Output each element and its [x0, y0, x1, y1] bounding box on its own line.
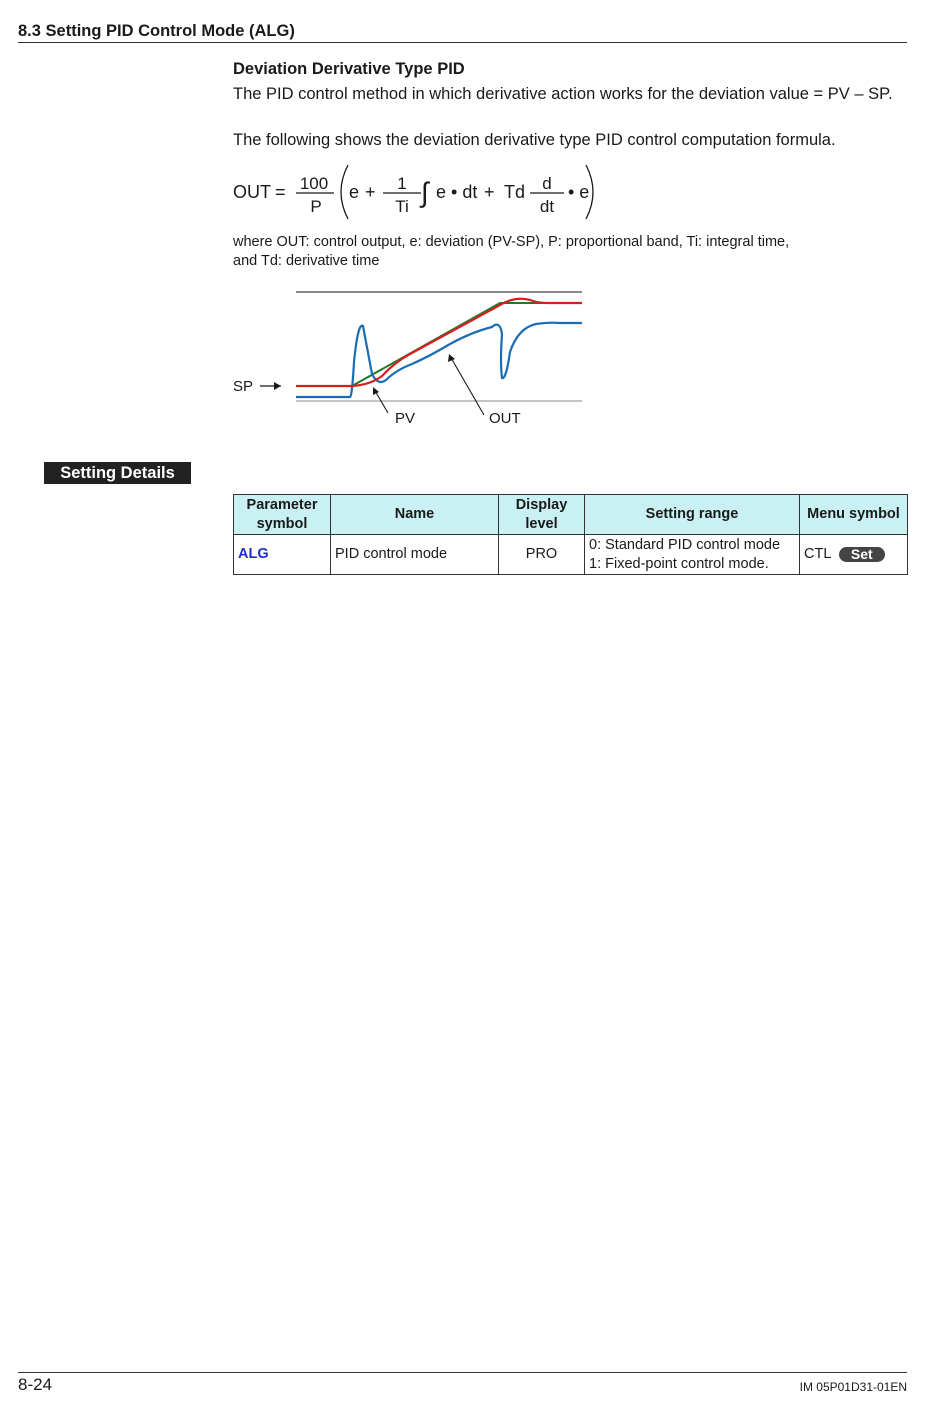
formula-plus-1: +	[365, 182, 376, 202]
page-number: 8-24	[18, 1375, 53, 1394]
setting-range-option-0: 0: Standard PID control mode	[589, 536, 781, 553]
formula-d: d	[542, 174, 552, 193]
formula-e-dt: e • dt	[436, 182, 478, 202]
header-divider	[18, 42, 907, 43]
header-display-line-2: level	[525, 515, 558, 532]
section-title: 8.3 Setting PID Control Mode (ALG)	[18, 22, 295, 40]
formula-one: 1	[397, 174, 407, 193]
header-parameter-line-2: symbol	[256, 515, 308, 532]
menu-symbol-cell	[800, 535, 908, 575]
table-header-row	[234, 495, 908, 535]
header-parameter-symbol	[234, 495, 331, 535]
formula-legend-line-2: and Td: derivative time	[233, 253, 380, 269]
formula-legend	[233, 233, 833, 271]
formula-coef-numerator: 100	[299, 174, 329, 193]
setting-details-badge: Setting Details	[44, 462, 191, 484]
formula-left-paren	[341, 165, 348, 219]
formula-dot-e: • e	[568, 182, 590, 202]
parameter-symbol-cell: ALG	[234, 535, 331, 575]
formula-plus-2: +	[484, 182, 495, 202]
formula-e: e	[349, 182, 360, 202]
pid-formula	[230, 160, 630, 226]
display-level-cell: PRO	[499, 535, 585, 575]
setting-range-option-1: 1: Fixed-point control mode.	[589, 555, 769, 572]
out-arrowhead-icon	[448, 354, 455, 362]
header-menu-symbol: Menu symbol	[800, 495, 908, 535]
header-setting-range: Setting range	[585, 495, 800, 535]
out-pointer	[450, 356, 484, 415]
pid-response-diagram	[230, 282, 590, 432]
subheading: Deviation Derivative Type PID	[233, 60, 465, 78]
formula-dt: dt	[539, 197, 555, 216]
pv-label: PV	[395, 410, 416, 427]
header-display-level	[499, 495, 585, 535]
sp-arrowhead-icon	[274, 382, 281, 390]
document-id: IM 05P01D31-01EN	[799, 1380, 907, 1394]
formula-legend-line-1: where OUT: control output, e: deviation (PV-SP), P: proportional band, Ti: integral time,	[233, 234, 790, 250]
pv-arrowhead-icon	[373, 387, 379, 395]
name-cell: PID control mode	[331, 535, 499, 575]
formula-td: Td	[504, 182, 526, 202]
table-row	[234, 535, 908, 575]
setting-range-cell	[585, 535, 800, 575]
formula-integral: ∫	[421, 177, 429, 208]
header-parameter-line-1: Parameter	[246, 496, 318, 513]
description-paragraph: The PID control method in which derivative action works for the deviation value = PV – SP.	[233, 85, 893, 103]
header-name: Name	[331, 495, 499, 535]
pv-series-line	[296, 299, 582, 386]
formula-equals: =	[275, 182, 286, 202]
formula-out: OUT	[233, 182, 271, 202]
formula-coef-denominator: P	[310, 197, 322, 216]
menu-symbol-text: CTL	[804, 546, 831, 562]
formula-ti: Ti	[395, 197, 409, 216]
sp-label: SP	[233, 378, 254, 395]
formula-intro-paragraph: The following shows the deviation derivative type PID control computation formula.	[233, 131, 836, 149]
out-label: OUT	[489, 410, 521, 427]
set-key-icon: Set	[839, 547, 885, 562]
sp-series-line	[296, 303, 582, 386]
footer-divider	[18, 1372, 907, 1373]
header-display-line-1: Display	[515, 496, 568, 513]
parameter-table	[233, 494, 908, 575]
